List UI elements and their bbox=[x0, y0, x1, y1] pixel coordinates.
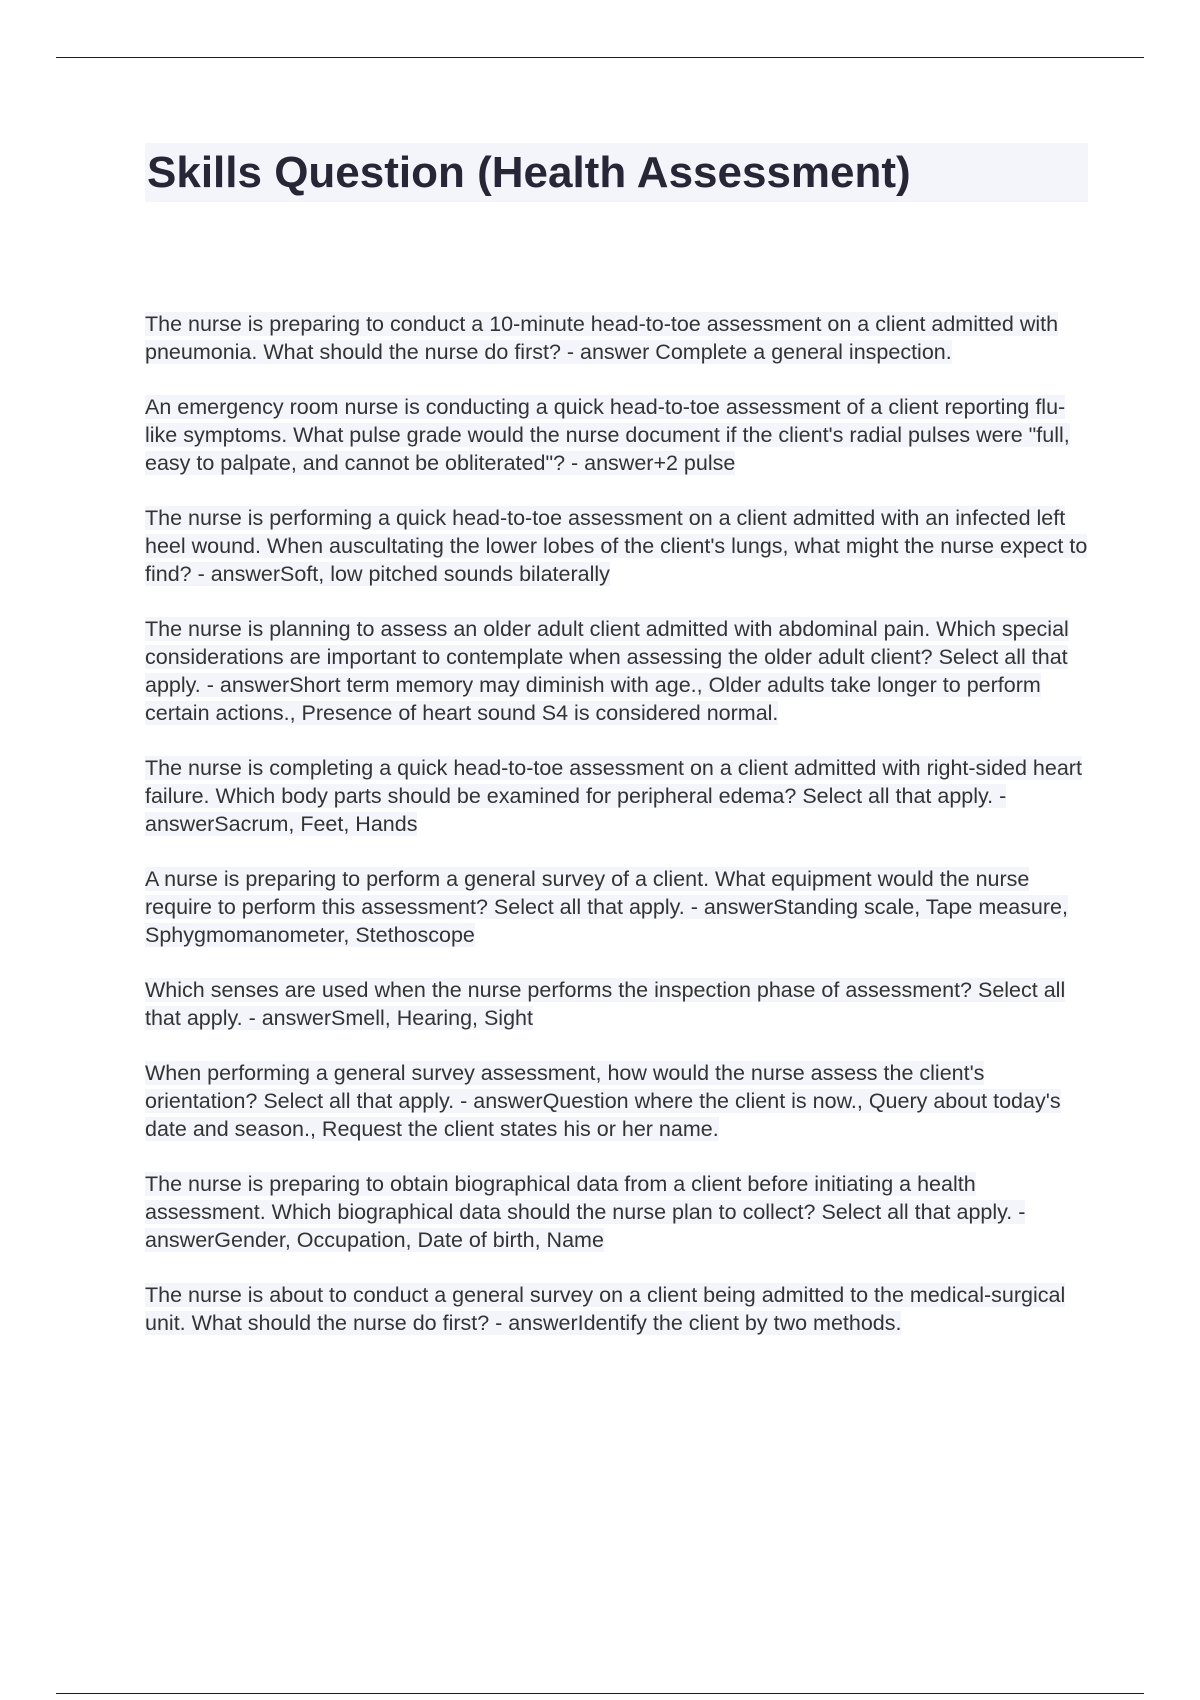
question-list bbox=[145, 310, 1090, 1364]
question-answer-item bbox=[145, 754, 1090, 838]
question-answer-item bbox=[145, 1059, 1090, 1143]
question-answer-item bbox=[145, 1281, 1090, 1337]
bottom-rule bbox=[56, 1693, 1144, 1694]
question-answer-item bbox=[145, 615, 1090, 727]
question-answer-text: An emergency room nurse is conducting a quick head-to-toe assessment of a client reporting flu-like symptoms. What pulse grade would the nurse document if the client's radial pulses were "full, easy to palpate, and cannot be obliterated"? - answer+2 pulse bbox=[145, 395, 1070, 475]
question-answer-text: The nurse is planning to assess an older adult client admitted with abdominal pain. Which special considerations are important to contemplate when assessing the older adult client? Select all that apply. - answerShort term memory may diminish with age., Older adults take longer to perform certain actions., Presence of heart sound S4 is considered normal. bbox=[145, 617, 1069, 725]
question-answer-text: Which senses are used when the nurse performs the inspection phase of assessment? Select all that apply. - answerSmell, Hearing, Sight bbox=[145, 978, 1066, 1030]
question-answer-text: The nurse is about to conduct a general survey on a client being admitted to the medical-surgical unit. What should the nurse do first? - answerIdentify the client by two methods. bbox=[145, 1283, 1066, 1335]
question-answer-text: A nurse is preparing to perform a general survey of a client. What equipment would the nurse require to perform this assessment? Select all that apply. - answerStanding scale, Tape measure, Sphygmomanometer, Stethoscope bbox=[145, 867, 1068, 947]
question-answer-text: The nurse is completing a quick head-to-toe assessment on a client admitted with right-sided heart failure. Which body parts should be examined for peripheral edema? Select all that apply. - answerSacrum, Feet, Hands bbox=[145, 756, 1082, 836]
top-rule bbox=[56, 57, 1144, 58]
question-answer-item bbox=[145, 504, 1090, 588]
question-answer-item bbox=[145, 976, 1090, 1032]
question-answer-text: The nurse is preparing to conduct a 10-minute head-to-toe assessment on a client admitted with pneumonia. What should the nurse do first? - answer Complete a general inspection. bbox=[145, 312, 1059, 364]
question-answer-text: The nurse is preparing to obtain biographical data from a client before initiating a health assessment. Which biographical data should the nurse plan to collect? Select all that apply. - answerGender, Occupation, Date of birth, Name bbox=[145, 1172, 1026, 1252]
question-answer-item bbox=[145, 310, 1090, 366]
question-answer-item bbox=[145, 393, 1090, 477]
question-answer-item bbox=[145, 1170, 1090, 1254]
document-title: Skills Question (Health Assessment) bbox=[145, 143, 1088, 202]
question-answer-item bbox=[145, 865, 1090, 949]
question-answer-text: The nurse is performing a quick head-to-toe assessment on a client admitted with an infected left heel wound. When auscultating the lower lobes of the client's lungs, what might the nurse expect to find? - answerSoft, low pitched sounds bilaterally bbox=[145, 506, 1088, 586]
question-answer-text: When performing a general survey assessment, how would the nurse assess the client's orientation? Select all that apply. - answerQuestion where the client is now., Query about today's date and season., Request the client states his or her name. bbox=[145, 1061, 1061, 1141]
